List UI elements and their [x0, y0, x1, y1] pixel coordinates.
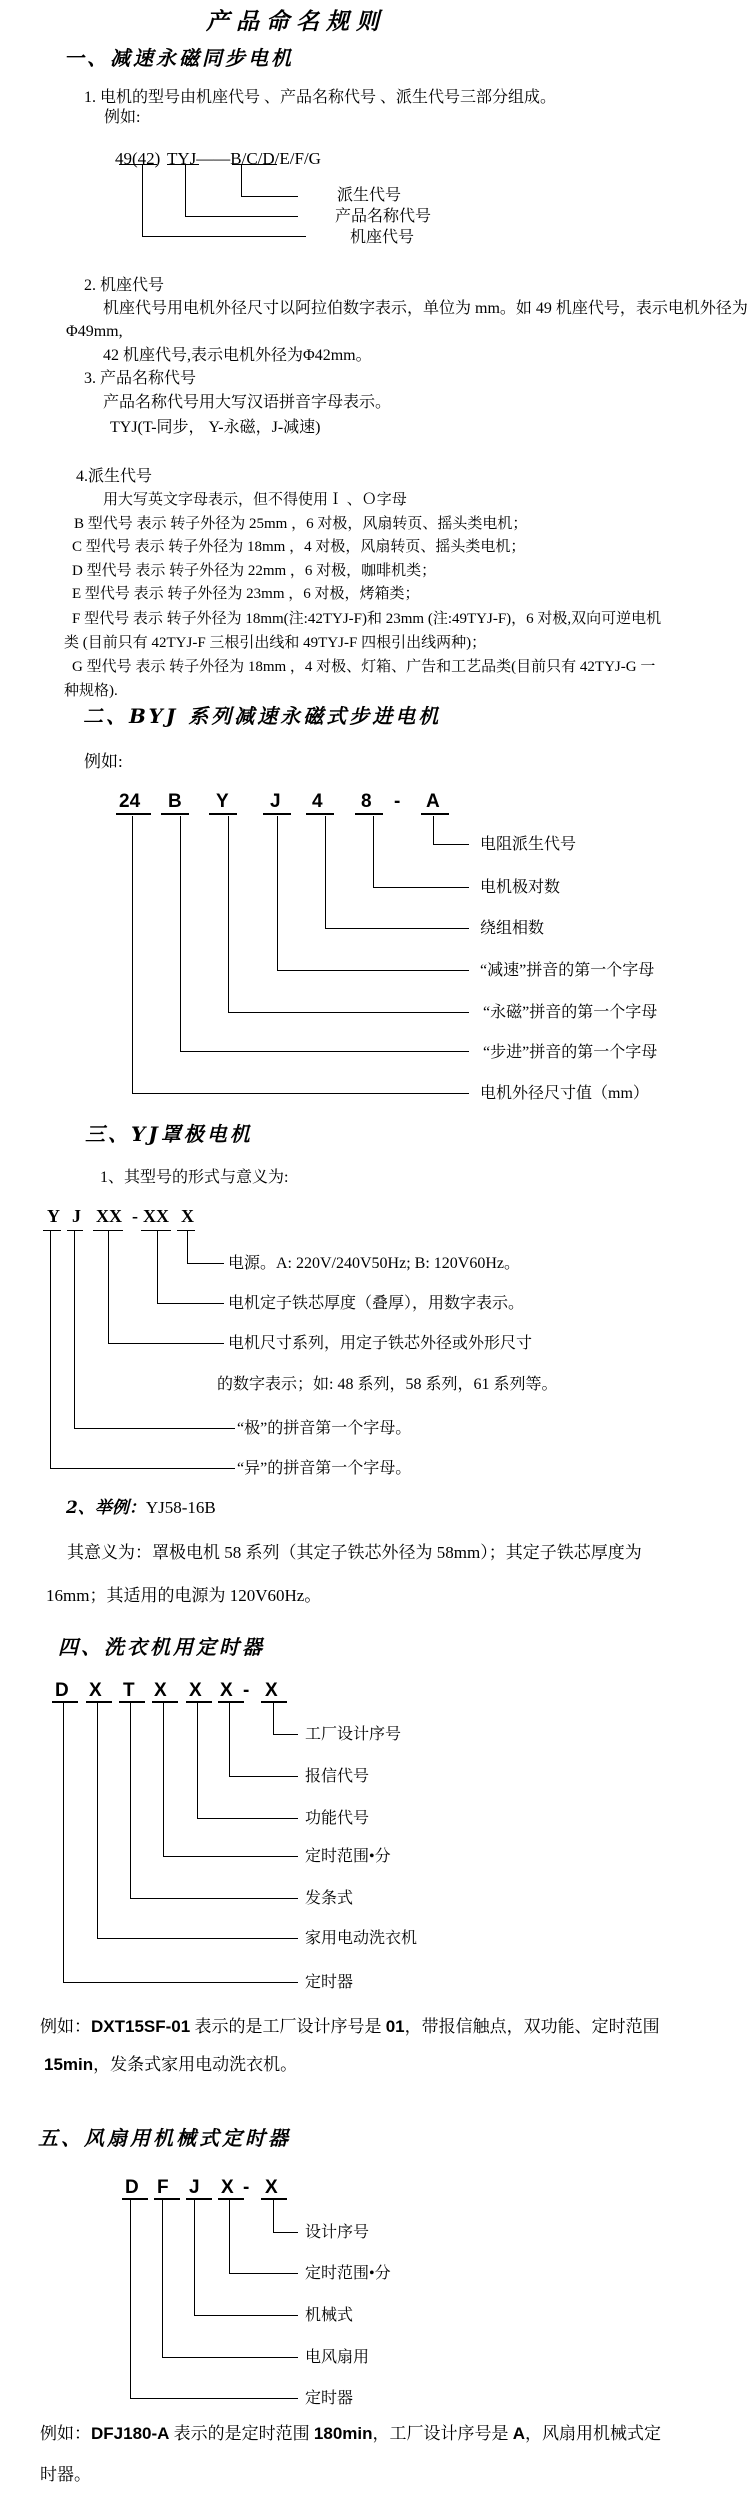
underline — [355, 813, 383, 815]
section4-example-line — [40, 2016, 660, 2037]
example-code: 180min — [313, 2424, 373, 2443]
underline — [421, 813, 449, 815]
item4-line: G 型代号 表示 转子外径为 18mm ，4 对极、灯箱、广告和工艺品类(目前只有 42TYJ-G 一 — [72, 659, 656, 675]
code-char: X — [265, 1680, 278, 1701]
diagram-label: 功能代号 — [305, 1810, 370, 1827]
item2-line: Φ49mm, — [66, 323, 123, 340]
underline — [209, 813, 237, 815]
item4-line: 用大写英文字母表示，但不得使用Ｉ 、Ｏ字母 — [103, 492, 407, 508]
example-text: 表示的是定时范围 — [169, 2424, 314, 2443]
diagram-label: 报信代号 — [305, 1768, 370, 1785]
diagram-label: 电阻派生代号 — [480, 836, 577, 853]
diagram-label: 绕组相数 — [480, 920, 545, 937]
code-char: XX — [143, 1206, 169, 1226]
example-text: ，带报信触点，双功能、定时范围 — [404, 2017, 660, 2036]
example-code: DFJ180-A — [91, 2424, 170, 2443]
section2-heading: 二、BYJ 系列减速永磁式步进电机 — [83, 704, 442, 728]
code-char: A — [426, 791, 440, 812]
code-char: J — [270, 791, 281, 812]
example-text: ，发条式家用电动洗衣机。 — [93, 2055, 298, 2074]
section1-heading: 一、减速永磁同步电机 — [64, 46, 294, 70]
underline — [161, 813, 189, 815]
item4-line: 类 (目前只有 42TYJ-F 三根引出线和 49TYJ-F 四根引出线两种)； — [64, 635, 487, 651]
section4-heading: 四、洗衣机用定时器 — [58, 1635, 265, 1659]
example-code: DXT15SF-01 — [91, 2017, 191, 2036]
diagram-label: “步进”拼音的第一个字母 — [483, 1044, 658, 1061]
example-code: 15min — [44, 2055, 94, 2074]
diagram-label: 定时器 — [305, 1974, 354, 1991]
code-char: X — [181, 1206, 194, 1226]
item2-title: 2. 机座代号 — [84, 277, 165, 294]
connector-line — [142, 165, 306, 237]
diagram-label: 电风扇用 — [305, 2349, 370, 2366]
item2-line: 机座代号用电机外径尺寸以阿拉伯数字表示，单位为 mm。如 49 机座代号，表示电机外径为 — [103, 300, 748, 317]
example-text: ，工厂设计序号是 — [372, 2424, 513, 2443]
diagram-label: 电源。A: 220V/240V50Hz; B: 120V60Hz。 — [228, 1255, 520, 1272]
code-char: 8 — [361, 791, 372, 812]
example-text: 例如： — [40, 2017, 91, 2036]
section3-sub1: 1、其型号的形式与意义为: — [100, 1169, 289, 1186]
code-model-string: TYJ——B/C/D/E/F/G — [167, 149, 321, 168]
item4-line: E 型代号 表示 转子外径为 23mm ，6 对极，烤箱类； — [72, 586, 420, 602]
example-text: ，风扇用机械式定 — [525, 2424, 662, 2443]
diagram-label: 家用电动洗衣机 — [305, 1930, 418, 1947]
section5-example-line — [40, 2423, 661, 2444]
example-text: 例如： — [40, 2424, 91, 2443]
diagram-label: 电机尺寸系列，用定子铁芯外径或外形尺寸 — [228, 1335, 533, 1352]
sub2-code: YJ58-16B — [145, 1498, 216, 1517]
diagram-label: 定时范围•分 — [305, 2265, 391, 2282]
diagram-label: 定时器 — [305, 2390, 354, 2407]
code-char: - — [394, 791, 401, 812]
section4-example-line — [44, 2054, 297, 2075]
code-char: 4 — [312, 791, 323, 812]
code-char: X — [154, 1680, 167, 1701]
section5-example-line: 时器。 — [40, 2465, 91, 2484]
code-frame-number: 49(42) — [115, 149, 161, 168]
diagram-label: 电机极对数 — [480, 879, 561, 896]
section1-paragraph: 1. 电机的型号由机座代号 、产品名称代号 、派生代号三部分组成。 — [84, 89, 557, 106]
diagram-label: 工厂设计序号 — [305, 1726, 402, 1743]
diagram-label: 发条式 — [305, 1890, 354, 1907]
code-char: J — [72, 1206, 81, 1226]
item3-line: 产品名称代号用大写汉语拼音字母表示。 — [103, 394, 392, 411]
section3-heading: 三、YJ罩极电机 — [85, 1122, 253, 1146]
diagram-label: 定时范围•分 — [305, 1848, 391, 1865]
diagram-label: 机座代号 — [350, 229, 415, 246]
code-char: XX — [96, 1206, 122, 1226]
meaning-line: 其意义为：罩极电机 58 系列（其定子铁芯外径为 58mm）；其定子铁芯厚度为 — [67, 1543, 642, 1562]
diagram-label: 电机定子铁芯厚度（叠厚），用数字表示。 — [228, 1295, 525, 1312]
diagram-label: “减速”拼音的第一个字母 — [480, 962, 655, 979]
diagram-label: 产品名称代号 — [335, 208, 432, 225]
code-char: D — [125, 2177, 139, 2198]
code-char: T — [123, 1680, 135, 1701]
item4-line: C 型代号 表示 转子外径为 18mm ，4 对极，风扇转页、摇头类电机； — [72, 539, 526, 555]
code-char: X — [265, 2177, 278, 2198]
diagram-label: 电机外径尺寸值（mm） — [480, 1085, 649, 1102]
item4-line: 种规格). — [64, 683, 118, 699]
diagram-label: “异”的拼音第一个字母。 — [237, 1460, 412, 1477]
code-char: Y — [47, 1206, 60, 1226]
code-char: 24 — [119, 791, 141, 812]
code-char: J — [189, 2177, 200, 2198]
code-char: Y — [216, 791, 229, 812]
example-code: A — [512, 2424, 526, 2443]
connector-line — [130, 2200, 298, 2399]
code-char: X — [89, 1680, 102, 1701]
item4-line: D 型代号 表示 转子外径为 22mm ，6 对极，咖啡机类； — [72, 563, 437, 579]
item4-line: F 型代号 表示 转子外径为 18mm(注:42TYJ-F)和 23mm (注:49TYJ-F)，6 对极,双向可逆电机 — [72, 611, 662, 627]
diagram-label: 机械式 — [305, 2307, 354, 2324]
item4-line: B 型代号 表示 转子外径为 25mm ，6 对极，风扇转页、摇头类电机； — [74, 516, 528, 532]
meaning-line: 16mm；其适用的电源为 120V60Hz。 — [46, 1586, 322, 1605]
diagram-label: “永磁”拼音的第一个字母 — [483, 1004, 658, 1021]
section2-example-label: 例如: — [84, 752, 123, 771]
underline — [306, 813, 334, 815]
section5-heading: 五、风扇用机械式定时器 — [38, 2126, 291, 2150]
example-text: 表示的是工厂设计序号是 — [190, 2017, 386, 2036]
section1-example-label: 例如: — [104, 109, 141, 126]
underline — [263, 813, 291, 815]
code-char: X — [220, 1680, 233, 1701]
underline — [116, 813, 151, 815]
item4-title: 4.派生代号 — [76, 468, 153, 485]
example-code: 01 — [385, 2017, 405, 2036]
item2-line: 42 机座代号,表示电机外径为Φ42mm。 — [103, 347, 372, 364]
code-char: B — [168, 791, 182, 812]
diagram-label: 设计序号 — [305, 2224, 370, 2241]
code-char: - — [132, 1206, 138, 1226]
code-char: D — [55, 1680, 69, 1701]
code-char: X — [221, 2177, 234, 2198]
connector-line — [63, 1703, 298, 1983]
diagram-label: 的数字表示；如: 48 系列，58 系列，61 系列等。 — [217, 1376, 558, 1393]
code-char: F — [157, 2177, 169, 2198]
code-char: - — [243, 1680, 250, 1701]
page-title: 产品命名规则 — [206, 8, 386, 35]
item3-line: TYJ(T-同步， Y-永磁，J-减速) — [110, 419, 321, 436]
code-char: X — [189, 1680, 202, 1701]
diagram-label: “极”的拼音第一个字母。 — [237, 1420, 412, 1437]
connector-line — [50, 1231, 235, 1469]
diagram-label: 派生代号 — [337, 187, 402, 204]
item3-title: 3. 产品名称代号 — [84, 370, 197, 387]
code-char: - — [243, 2177, 250, 2198]
connector-line — [132, 816, 469, 1094]
sub2-label: 2、举例： — [66, 1498, 146, 1518]
section3-sub2 — [66, 1497, 216, 1519]
